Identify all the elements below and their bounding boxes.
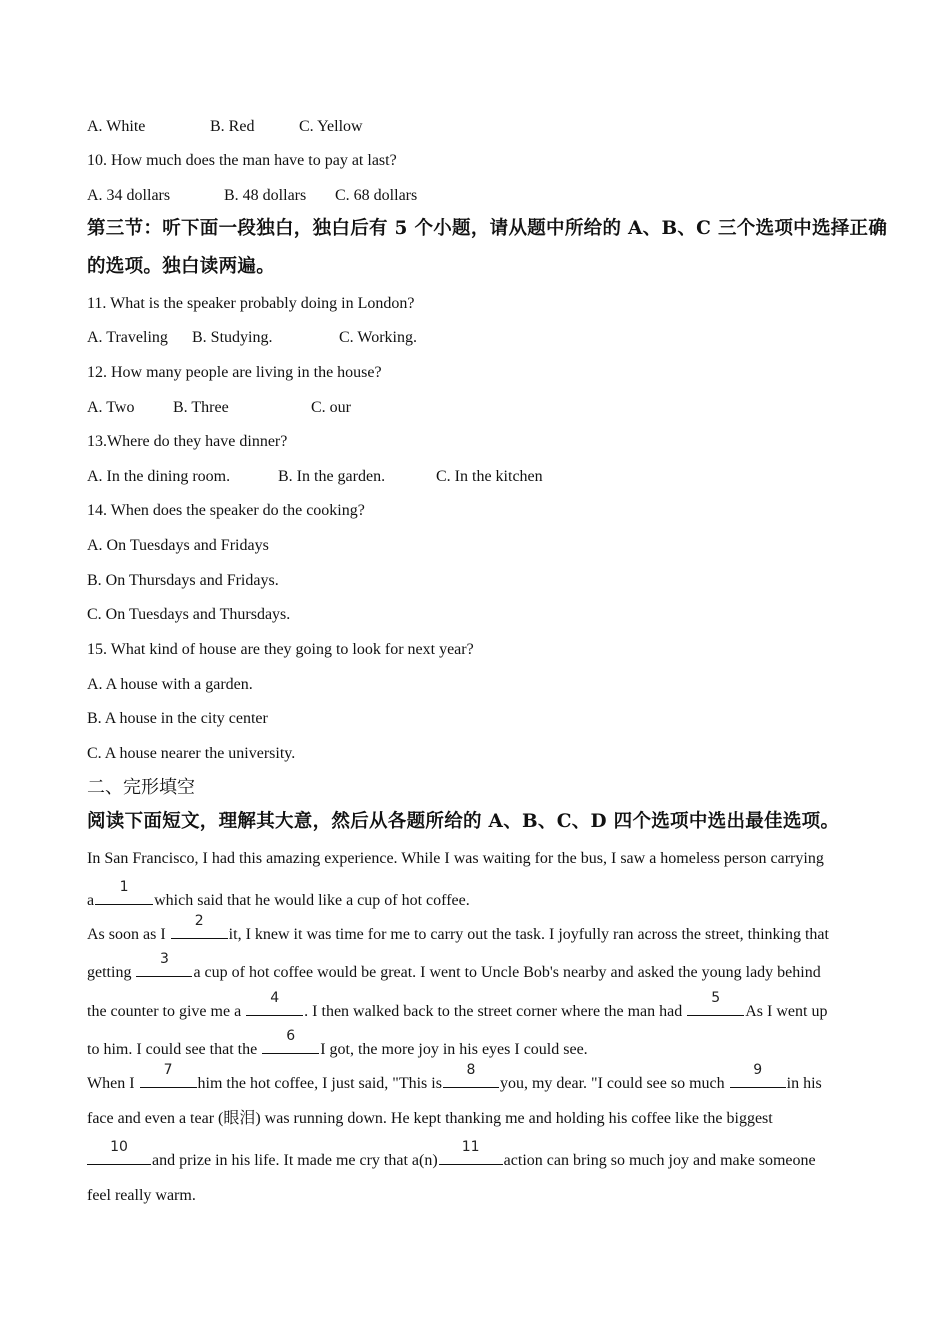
q13-option-c: C. In the kitchen xyxy=(436,468,543,485)
passage-p3-line1 xyxy=(87,1062,822,1094)
blank-7[interactable] xyxy=(140,1062,197,1088)
q12-option-c: C. our xyxy=(311,399,351,416)
blank-8[interactable] xyxy=(443,1062,499,1088)
q9-option-b: B. Red xyxy=(210,118,255,135)
passage-text: action can bring so much joy and make someone xyxy=(503,1152,816,1169)
q11-question: 11. What is the speaker probably doing in London? xyxy=(87,295,415,312)
blank-number: 1 xyxy=(119,879,129,895)
passage-text: When I xyxy=(87,1075,139,1092)
blank-number: 7 xyxy=(163,1062,173,1078)
q10-option-b: B. 48 dollars xyxy=(224,187,307,204)
blank-number: 6 xyxy=(286,1028,296,1044)
blank-number: 9 xyxy=(753,1062,763,1078)
blank-11[interactable] xyxy=(439,1139,503,1165)
passage-text: As I went up xyxy=(745,1003,828,1020)
q15-option-b: B. A house in the city center xyxy=(87,710,268,727)
passage-text: to him. I could see that the xyxy=(87,1041,262,1058)
passage-text: As soon as I xyxy=(87,926,170,943)
blank-number: 4 xyxy=(270,990,280,1006)
blank-3[interactable] xyxy=(136,951,192,977)
q15-option-a: A. A house with a garden. xyxy=(87,676,253,693)
passage-text: it, I knew it was time for me to carry out the task. I joyfully ran across the street, thinking that xyxy=(228,926,829,943)
q9-option-a: A. White xyxy=(87,118,146,135)
passage-p2-line4 xyxy=(87,1028,588,1060)
passage-text: getting xyxy=(87,964,136,981)
blank-number: 11 xyxy=(461,1139,480,1155)
blank-6[interactable] xyxy=(262,1028,319,1054)
blank-10[interactable] xyxy=(87,1139,151,1165)
passage-text: a cup of hot coffee would be great. I went to Uncle Bob's nearby and asked the young lady behind xyxy=(193,964,821,981)
passage-text: and prize in his life. It made me cry that a(n) xyxy=(152,1152,438,1169)
passage-p3-line3 xyxy=(87,1139,816,1171)
blank-number: 3 xyxy=(159,951,169,967)
q13-question: 13.Where do they have dinner? xyxy=(87,433,288,450)
passage-p1-line1: In San Francisco, I had this amazing experience. While I was waiting for the bus, I saw a homeless person carrying xyxy=(87,850,824,867)
blank-1[interactable] xyxy=(95,879,153,905)
blank-number: 8 xyxy=(466,1062,476,1078)
q14-option-b: B. On Thursdays and Fridays. xyxy=(87,572,279,589)
q11-option-b: B. Studying. xyxy=(192,329,273,346)
q9-option-c: C. Yellow xyxy=(299,118,363,135)
passage-p2-line3 xyxy=(87,990,828,1022)
q15-question: 15. What kind of house are they going to look for next year? xyxy=(87,641,474,658)
q14-option-a: A. On Tuesdays and Fridays xyxy=(87,537,269,554)
q12-question: 12. How many people are living in the house? xyxy=(87,364,382,381)
section3-heading-line2: 的选项。独白读两遍。 xyxy=(87,256,276,277)
q10-option-a: A. 34 dollars xyxy=(87,187,171,204)
passage-p2-line2 xyxy=(87,951,821,983)
passage-text: I got, the more joy in his eyes I could see. xyxy=(320,1041,588,1058)
blank-number: 10 xyxy=(110,1139,128,1155)
q15-option-c: C. A house nearer the university. xyxy=(87,745,296,762)
passage-text: which said that he would like a cup of hot coffee. xyxy=(154,892,470,909)
q10-option-c: C. 68 dollars xyxy=(335,187,418,204)
q13-option-a: A. In the dining room. xyxy=(87,468,231,485)
q14-option-c: C. On Tuesdays and Thursdays. xyxy=(87,606,291,623)
passage-p3-line2: face and even a tear (眼泪) was running down. He kept thanking me and holding his coffee like the biggest xyxy=(87,1110,773,1127)
section3-heading-line1: 第三节：听下面一段独白，独白后有 5 个小题，请从题中所给的 A、B、C 三个选项中选择正确 xyxy=(87,218,888,239)
blank-4[interactable] xyxy=(246,990,303,1016)
q12-option-a: A. Two xyxy=(87,399,135,416)
blank-number: 5 xyxy=(711,990,721,1006)
passage-text: you, my dear. "I could see so much xyxy=(499,1075,729,1092)
q14-question: 14. When does the speaker do the cooking? xyxy=(87,502,365,519)
blank-5[interactable] xyxy=(687,990,744,1016)
q13-option-b: B. In the garden. xyxy=(278,468,386,485)
passage-text: him the hot coffee, I just said, "This is xyxy=(197,1075,442,1092)
passage-p3-line4: feel really warm. xyxy=(87,1187,196,1204)
passage-text: a xyxy=(87,892,95,909)
passage-p2-line1 xyxy=(87,913,829,945)
part2-title: 二、完形填空 xyxy=(87,777,195,798)
q12-option-b: B. Three xyxy=(173,399,229,416)
q11-option-a: A. Traveling xyxy=(87,329,168,346)
passage-p1-line2 xyxy=(87,879,470,911)
passage-text: . I then walked back to the street corner where the man had xyxy=(304,1003,687,1020)
blank-number: 2 xyxy=(194,913,204,929)
q11-option-c: C. Working. xyxy=(339,329,417,346)
part2-instruction: 阅读下面短文，理解其大意，然后从各题所给的 A、B、C、D 四个选项中选出最佳选项。 xyxy=(87,811,840,832)
blank-2[interactable] xyxy=(171,913,228,939)
passage-text: in his xyxy=(786,1075,822,1092)
q10-question: 10. How much does the man have to pay at last? xyxy=(87,152,397,169)
blank-9[interactable] xyxy=(730,1062,786,1088)
passage-text: the counter to give me a xyxy=(87,1003,246,1020)
